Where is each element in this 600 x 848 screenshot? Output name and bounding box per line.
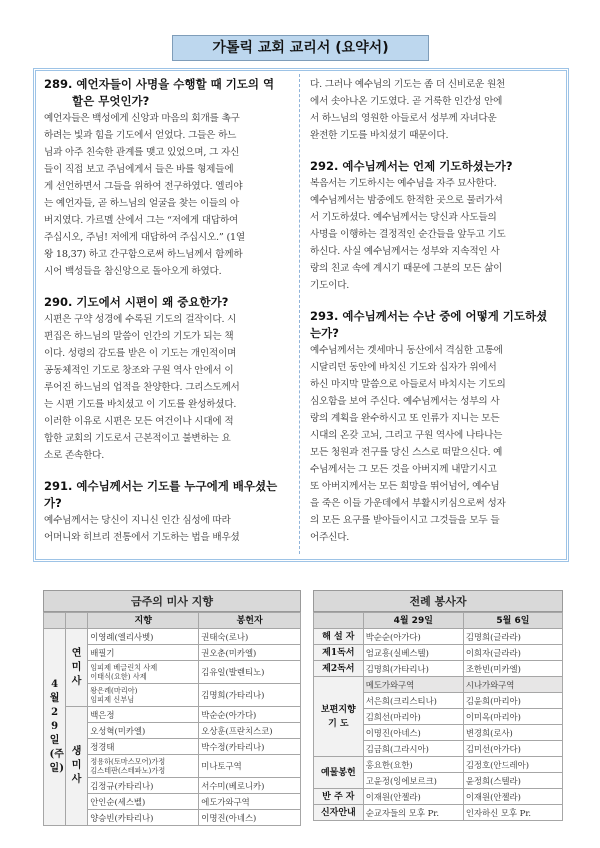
answer-line: 의 모든 요구를 받아들이시고 그것들을 모두 들 bbox=[310, 515, 500, 526]
answer-line: 시달리던 동안에 바치신 기도와 십자가 위에서 bbox=[310, 362, 497, 373]
answer-line: 예언자들은 백성에게 신앙과 마음의 회개를 촉구 bbox=[44, 113, 240, 124]
answer-line: 시편은 구약 성경에 수록된 기도의 걸작이다. 시 bbox=[44, 314, 237, 325]
cell-line: 임피제 베글린치 사제 bbox=[90, 663, 158, 672]
server-cell: 이명진(아네스) bbox=[363, 725, 463, 741]
answer-line: 다. 그러나 예수님의 기도는 좀 더 신비로운 원천 bbox=[310, 79, 506, 90]
server-cell: 고윤정(잉에보르크) bbox=[363, 773, 463, 789]
answer-line: 또 아버지께서는 모든 희망을 뛰어넘어, 예수님 bbox=[310, 481, 500, 492]
table-row bbox=[314, 661, 563, 677]
spacer bbox=[44, 280, 294, 294]
answer-line: 서 기도하셨다. 예수님께서는 당신과 사도들의 bbox=[310, 212, 497, 223]
date-label-text: 4월29일(주일) bbox=[49, 679, 64, 774]
intention-cell: 양승빈(카타리나) bbox=[88, 810, 199, 826]
group-label-text: 연미사 bbox=[71, 647, 82, 687]
corner-cell bbox=[44, 613, 66, 629]
answer-line: 사명을 이행하는 결정적인 순간들을 앞두고 기도 bbox=[310, 229, 506, 240]
server-cell: 변경희(로사) bbox=[463, 725, 562, 741]
table-row bbox=[314, 645, 563, 661]
server-cell: 김미선(아가다) bbox=[463, 741, 562, 757]
server-cell: 김명희(글라라) bbox=[463, 629, 562, 645]
server-cell: 이재원(안젤라) bbox=[363, 789, 463, 805]
answer-line: 랑의 계획을 완수하시고 또 인류가 지니는 모든 bbox=[310, 413, 500, 424]
offerer-cell: 김유일(발렌티노) bbox=[199, 661, 301, 684]
intention-cell bbox=[88, 755, 199, 778]
role-label: 제1독서 bbox=[314, 645, 364, 661]
offerer-cell: 김명희(가타리나) bbox=[199, 684, 301, 707]
server-cell: 조한빈(미카엘) bbox=[463, 661, 562, 677]
cell-line: 김스테판(스테파노)가정 bbox=[90, 766, 166, 775]
answer-line: 시대의 온갖 고뇌, 그리고 구원 역사에 나타나는 bbox=[310, 430, 503, 441]
server-cell: 홍요한(요한) bbox=[363, 757, 463, 773]
question-title: 290. 기도에서 시편이 왜 중요한가? bbox=[44, 295, 229, 309]
intention-cell: 안인순(세스벨) bbox=[88, 794, 199, 810]
offerer-cell: 박수정(카타리나) bbox=[199, 739, 301, 755]
intention-cell: 이영례(엘리사벳) bbox=[88, 629, 199, 645]
offerer-cell: 권태숙(로나) bbox=[199, 629, 301, 645]
table-row bbox=[44, 629, 301, 645]
group-label-text: 생미사 bbox=[71, 746, 82, 785]
page-title: 가톨릭 교회 교리서 (요약서) bbox=[172, 35, 429, 61]
date-label bbox=[44, 629, 66, 826]
answer-line: 모든 청원과 전구를 당신 스스로 떠맡으신다. 예 bbox=[310, 447, 503, 458]
table-row bbox=[44, 707, 301, 723]
answer-line: 예수님께서는 겟세마니 동산에서 격심한 고통에 bbox=[310, 345, 503, 356]
intention-cell bbox=[88, 661, 199, 684]
server-cell: 김금희(그라시아) bbox=[363, 741, 463, 757]
cell-line: 왕은례(마리아) bbox=[90, 686, 138, 695]
answer-line: 소로 존속한다. bbox=[44, 450, 105, 461]
answer-line: 하신다. 사실 예수님께서는 성부와 지속적인 사 bbox=[310, 246, 500, 257]
role-label: 예물봉헌 bbox=[314, 757, 364, 789]
answer-line: 에서 솟아나온 기도였다. 곧 거룩한 인간성 안에 bbox=[310, 96, 503, 107]
server-cell: 김윤희(마리아) bbox=[463, 693, 562, 709]
role-label: 보편지향 기 도 bbox=[314, 677, 364, 757]
group-cell: 메도가와구역 bbox=[363, 677, 463, 693]
answer-line: 이다. 성령의 감도를 받은 이 기도는 개인적이며 bbox=[44, 348, 237, 359]
answer-line: 시어 백성들을 참신앙으로 돌아오게 하였다. bbox=[44, 266, 222, 277]
table-row bbox=[314, 805, 563, 821]
question-title: 292. 예수님께서는 언제 기도하셨는가? bbox=[310, 159, 513, 173]
server-cell: 인자하신 모후 Pr. bbox=[463, 805, 562, 821]
table-row bbox=[314, 757, 563, 773]
answer-line: 이러한 이유로 시편은 모든 여건이나 시대에 적 bbox=[44, 416, 234, 427]
server-cell: 이미옥(마리아) bbox=[463, 709, 562, 725]
spacer bbox=[310, 294, 558, 308]
answer-line: 을 죽은 이들 가운데에서 부활시키심으로써 성자 bbox=[310, 498, 506, 509]
answer-line: 공동체적인 기도로 창조와 구원 역사 안에서 이 bbox=[44, 365, 234, 376]
server-cell: 박순순(아가다) bbox=[363, 629, 463, 645]
offerer-cell: 미나토구역 bbox=[199, 755, 301, 778]
server-cell: 엄교흥(실베스텔) bbox=[363, 645, 463, 661]
cell-line: 임피제 신부님 bbox=[90, 695, 135, 704]
mass-intention-table bbox=[43, 612, 301, 826]
role-label: 반 주 자 bbox=[314, 789, 364, 805]
role-label: 해 설 자 bbox=[314, 629, 364, 645]
answer-line: 수님께서는 그 모든 것을 아버지께 내맡기시고 bbox=[310, 464, 497, 475]
catechism-left-column bbox=[44, 76, 294, 546]
answer-line: 하신 마지막 말씀으로 아들로서 바치시는 기도의 bbox=[310, 379, 506, 390]
server-cell: 김희선(마리아) bbox=[363, 709, 463, 725]
answer-line: 복음서는 기도하시는 예수님을 자주 묘사한다. bbox=[310, 178, 497, 189]
answer-line: 기도이다. bbox=[310, 280, 350, 291]
answer-line: 주십시오, 주님! 저에게 대답하여 주십시오.” (1열 bbox=[44, 232, 245, 243]
answer-line: 는 시편 기도를 바치셨고 이 기도를 완성하셨다. bbox=[44, 399, 237, 410]
intention-cell bbox=[88, 684, 199, 707]
corner-cell bbox=[66, 613, 88, 629]
offerer-cell: 이명진(아네스) bbox=[199, 810, 301, 826]
answer-line: 왕 18,37) 하고 간구함으로써 하느님께서 함께하 bbox=[44, 249, 243, 260]
table-row bbox=[314, 629, 563, 645]
liturgy-servers-title: 전례 봉사자 bbox=[313, 590, 563, 612]
answer-line: 님과 아주 친숙한 관계를 맺고 있었으며, 그 자신 bbox=[44, 147, 240, 158]
answer-line: 는 예언자들, 곧 하느님의 얼굴을 찾는 이들의 아 bbox=[44, 198, 240, 209]
answer-line: 루어진 하느님의 업적을 찬양한다. 그리스도께서 bbox=[44, 382, 240, 393]
question-title: 291. 예수님께서는 기도를 누구에게 배우셨는가? bbox=[44, 479, 278, 510]
column-divider bbox=[299, 74, 300, 554]
server-cell: 이희자(글라라) bbox=[463, 645, 562, 661]
answer-line: 심오함을 보여 주신다. 예수님께서는 성부의 사 bbox=[310, 396, 500, 407]
group-label bbox=[66, 707, 88, 826]
server-cell: 김명희(가타리나) bbox=[363, 661, 463, 677]
column-header-intention: 지향 bbox=[88, 613, 199, 629]
date-header: 4월 29일 bbox=[363, 613, 463, 629]
server-cell: 서은희(크리스티나) bbox=[363, 693, 463, 709]
cell-line: 이태식(요한) 사제 bbox=[90, 672, 147, 681]
date-header: 5월 6일 bbox=[463, 613, 562, 629]
mass-intention-title: 금주의 미사 지향 bbox=[43, 590, 301, 612]
group-cell: 시나가와구역 bbox=[463, 677, 562, 693]
answer-line: 예수님께서는 밤중에도 한적한 곳으로 물러가셔 bbox=[310, 195, 503, 206]
question-title: 293. 예수님께서는 수난 중에 어떻게 기도하셨는가? bbox=[310, 309, 548, 340]
liturgy-servers-table bbox=[313, 612, 563, 821]
answer-line: 서 하느님의 영원한 아들로서 성부께 자녀다운 bbox=[310, 113, 497, 124]
answer-line: 편집은 하느님의 말씀이 인간의 기도가 되는 책 bbox=[44, 331, 234, 342]
spacer bbox=[310, 144, 558, 158]
answer-line: 게 선언하면서 그들을 위하여 전구하였다. 엘리야 bbox=[44, 181, 243, 192]
server-cell: 순교자들의 모후 Pr. bbox=[363, 805, 463, 821]
intention-cell: 김정규(카타리나) bbox=[88, 778, 199, 794]
intention-cell: 정경태 bbox=[88, 739, 199, 755]
question-title: 289. 예언자들이 사명을 수행할 때 기도의 역 bbox=[44, 77, 275, 91]
server-cell: 김정호(안드레아) bbox=[463, 757, 562, 773]
answer-line: 하려는 빛과 힘을 기도에서 얻었다. 그들은 하느 bbox=[44, 130, 237, 141]
role-label: 제2독서 bbox=[314, 661, 364, 677]
answer-line: 어머니와 히브리 전통에서 기도하는 법을 배우셨 bbox=[44, 532, 240, 543]
answer-line: 버지였다. 가르멜 산에서 그는 “저에게 대답하여 bbox=[44, 215, 239, 226]
cell-line: 정용하(토마스모어)가정 bbox=[90, 757, 166, 766]
role-label: 신자안내 bbox=[314, 805, 364, 821]
offerer-cell: 서수미(베로니카) bbox=[199, 778, 301, 794]
group-label bbox=[66, 629, 88, 707]
intention-cell: 백은정 bbox=[88, 707, 199, 723]
answer-line: 합한 교회의 기도로서 근본적이고 불변하는 요 bbox=[44, 433, 231, 444]
server-cell: 윤정희(스텔라) bbox=[463, 773, 562, 789]
table-row bbox=[314, 789, 563, 805]
answer-line: 예수님께서는 당신이 지니신 인간 심성에 따라 bbox=[44, 515, 231, 526]
offerer-cell: 권오춘(미카엘) bbox=[199, 645, 301, 661]
question-title-cont: 할은 무엇인가? bbox=[72, 94, 150, 108]
answer-line: 랑의 친교 속에 계시기 때문에 그분의 모든 삶이 bbox=[310, 263, 503, 274]
intention-cell: 오성혁(미카엘) bbox=[88, 723, 199, 739]
answer-line: 어주신다. bbox=[310, 532, 350, 543]
offerer-cell: 오상훈(프란치스코) bbox=[199, 723, 301, 739]
table-row bbox=[314, 677, 563, 693]
answer-line: 들이 직접 보고 주님에게서 들은 바를 형제들에 bbox=[44, 164, 234, 175]
offerer-cell: 박순순(아가다) bbox=[199, 707, 301, 723]
answer-line: 완전한 기도를 바치셨기 때문이다. bbox=[310, 130, 449, 141]
corner-cell bbox=[314, 613, 364, 629]
intention-cell: 배필기 bbox=[88, 645, 199, 661]
server-cell: 이재원(안젤라) bbox=[463, 789, 562, 805]
spacer bbox=[44, 464, 294, 478]
column-header-offerer: 봉헌자 bbox=[199, 613, 301, 629]
offerer-cell: 에도가와구역 bbox=[199, 794, 301, 810]
catechism-right-column bbox=[310, 76, 558, 546]
